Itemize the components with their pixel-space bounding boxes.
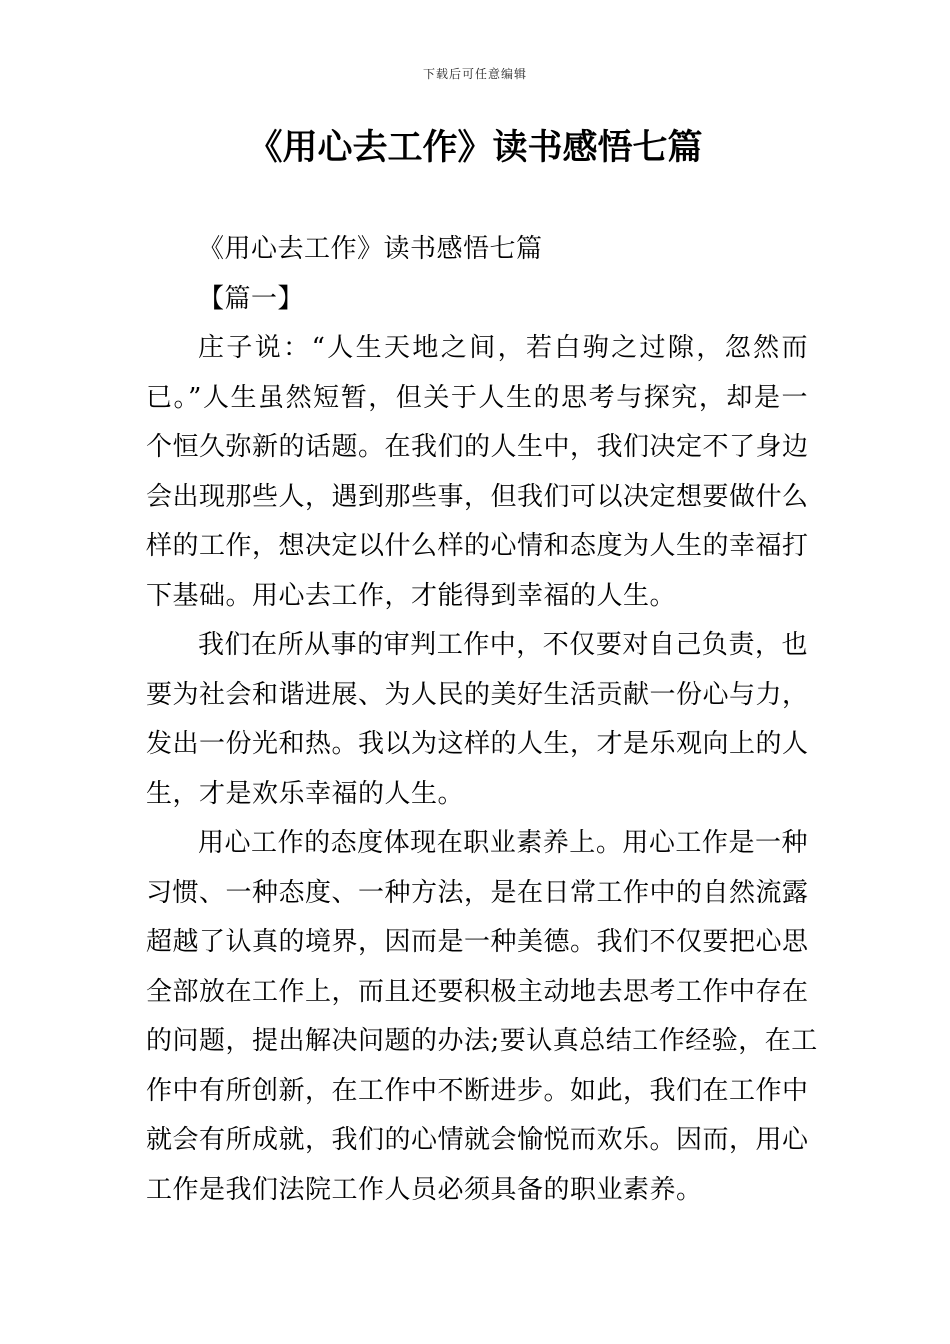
paragraph-line: 下基础。用心去工作，才能得到幸福的人生。	[146, 580, 677, 611]
header-note: 下载后可任意编辑	[422, 67, 527, 81]
paragraph-line: 全部放在工作上，而且还要积极主动地去思考工作中存在	[146, 976, 809, 1007]
document-title: 《用心去工作》读书感悟七篇	[247, 128, 703, 168]
paragraph-line: 要为社会和谐进展、为人民的美好生活贡献一份心与力，	[146, 679, 809, 710]
paragraph-line: 生，才是欢乐幸福的人生。	[146, 778, 465, 809]
paragraph-line: 的问题，提出解决问题的办法;要认真总结工作经验，在工	[146, 1026, 818, 1056]
paragraph-line: 就会有所成就，我们的心情就会愉悦而欢乐。因而，用心	[146, 1125, 809, 1155]
paragraph-line: 样的工作，想决定以什么样的心情和态度为人生的幸福打	[146, 531, 809, 561]
paragraph-line: 用心工作的态度体现在职业素养上。用心工作是一种	[198, 828, 808, 858]
section-heading: 【篇一】	[198, 283, 305, 314]
paragraph-line: 会出现那些人，遇到那些事，但我们可以决定想要做什么	[146, 481, 809, 512]
paragraph-line: 工作是我们法院工作人员必须具备的职业素养。	[146, 1174, 703, 1205]
paragraph-line: 超越了认真的境界，因而是一种美德。我们不仅要把心思	[146, 927, 809, 957]
paragraph-line: 已。”人生虽然短暂，但关于人生的思考与探究，却是一	[146, 382, 808, 413]
paragraph-line: 个恒久弥新的话题。在我们的人生中，我们决定不了身边	[146, 432, 809, 462]
paragraph-line: 庄子说：“人生天地之间，若白驹之过隙，忽然而	[198, 333, 808, 363]
subtitle-line: 《用心去工作》读书感悟七篇	[198, 234, 543, 264]
paragraph-line: 我们在所从事的审判工作中，不仅要对自己负责，也	[198, 630, 808, 660]
document-body	[146, 225, 818, 1215]
paragraph-line: 发出一份光和热。我以为这样的人生，才是乐观向上的人	[146, 729, 809, 759]
paragraph-line: 作中有所创新，在工作中不断进步。如此，我们在工作中	[146, 1075, 809, 1106]
paragraph-line: 习惯、一种态度、一种方法，是在日常工作中的自然流露	[146, 877, 809, 908]
